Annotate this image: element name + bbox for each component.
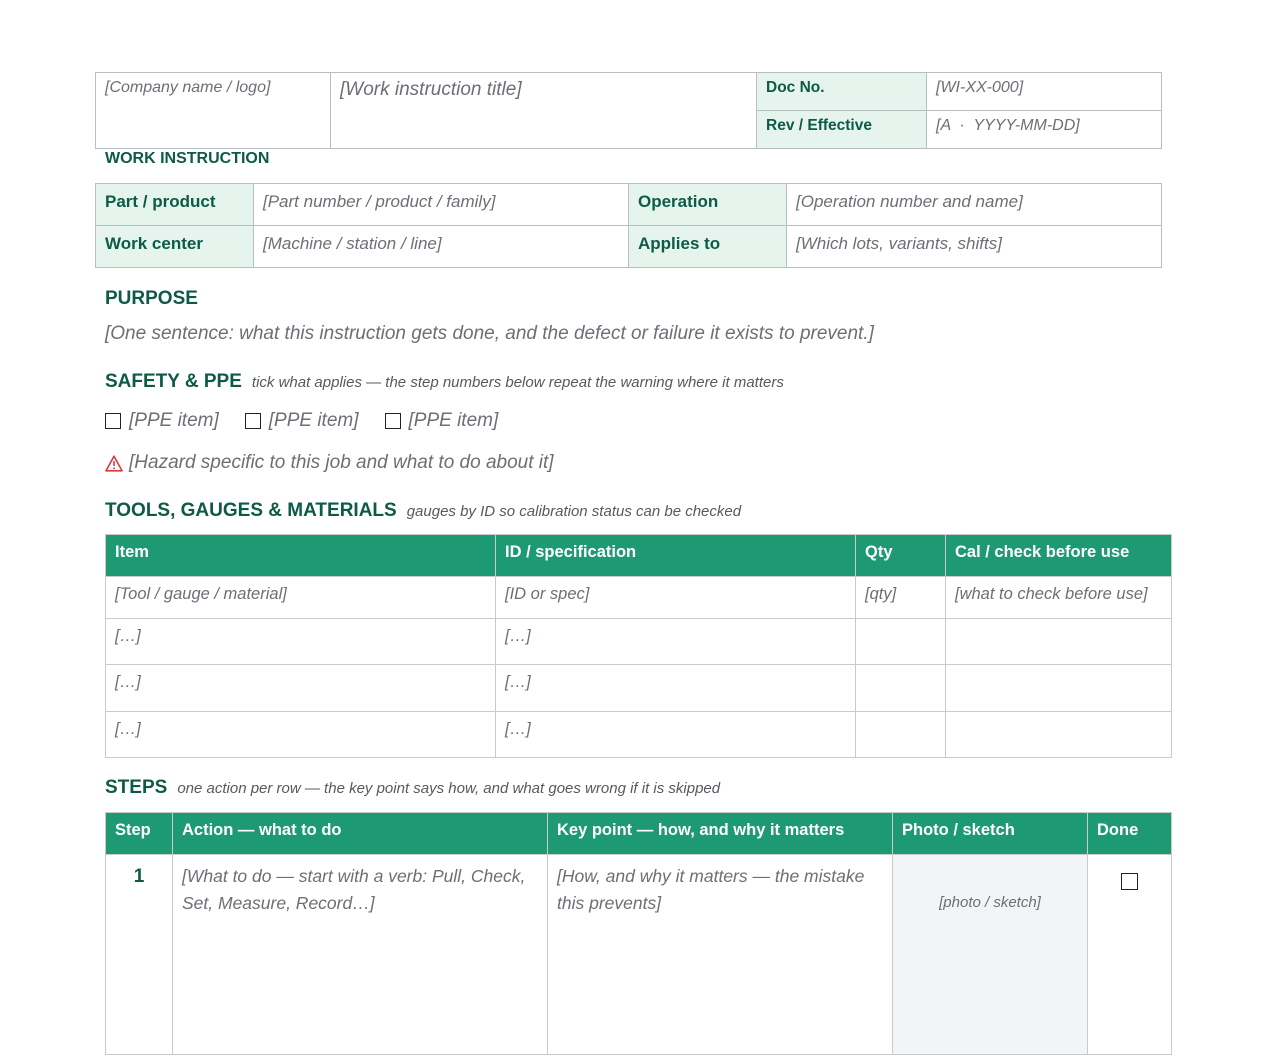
tool-cal-cell[interactable]: [what to check before use] <box>946 577 1172 619</box>
purpose-heading-text: PURPOSE <box>105 288 198 309</box>
revision-label: Rev / Effective <box>757 111 927 149</box>
operation-label: Operation <box>629 184 787 226</box>
steps-heading <box>105 777 720 799</box>
ppe-item-label: [PPE item] <box>408 410 499 431</box>
hazard-text[interactable]: [Hazard specific to this job and what to do about it] <box>129 452 554 473</box>
steps-col-key-point: Key point — how, and why it matters <box>548 813 893 855</box>
steps-col-photo: Photo / sketch <box>893 813 1088 855</box>
tool-cal-cell[interactable] <box>946 712 1172 758</box>
table-row <box>106 577 1172 619</box>
operation-field[interactable]: [Operation number and name] <box>787 184 1162 226</box>
table-row <box>106 665 1172 712</box>
document-header <box>95 72 1162 149</box>
tools-col-qty: Qty <box>856 535 946 577</box>
steps-col-step: Step <box>106 813 173 855</box>
ppe-item[interactable] <box>245 410 359 432</box>
document-type-label: WORK INSTRUCTION <box>105 150 270 167</box>
ppe-item-label: [PPE item] <box>268 410 359 431</box>
tool-cal-cell[interactable] <box>946 665 1172 712</box>
checkbox-icon[interactable] <box>1121 873 1138 890</box>
step-number: 1 <box>106 855 173 1055</box>
tools-heading-text: TOOLS, GAUGES & MATERIALS <box>105 500 397 521</box>
step-row <box>106 855 1172 1055</box>
work-center-field[interactable]: [Machine / station / line] <box>254 226 629 268</box>
revision-field[interactable]: [A · YYYY-MM-DD] <box>927 111 1162 149</box>
step-key-point-cell[interactable]: [How, and why it matters — the mistake this prevents] <box>548 855 893 1055</box>
company-logo-placeholder[interactable]: [Company name / logo] <box>96 73 331 149</box>
work-center-label: Work center <box>96 226 254 268</box>
table-row <box>106 619 1172 665</box>
steps-heading-text: STEPS <box>105 777 168 798</box>
tools-header-row <box>106 535 1172 577</box>
tool-item-cell[interactable]: […] <box>106 619 496 665</box>
ppe-item-label: [PPE item] <box>129 410 219 431</box>
step-done-cell <box>1088 855 1172 1055</box>
tools-table <box>105 534 1172 758</box>
tool-item-cell[interactable]: […] <box>106 712 496 758</box>
doc-no-label: Doc No. <box>757 73 927 111</box>
part-product-field[interactable]: [Part number / product / family] <box>254 184 629 226</box>
part-product-label: Part / product <box>96 184 254 226</box>
tools-note: gauges by ID so calibration status can be checked <box>406 503 742 520</box>
tools-col-id: ID / specification <box>496 535 856 577</box>
safety-heading <box>105 371 784 393</box>
ppe-item[interactable] <box>385 410 499 432</box>
tool-id-cell[interactable]: […] <box>496 665 856 712</box>
tool-item-cell[interactable]: [Tool / gauge / material] <box>106 577 496 619</box>
tool-qty-cell[interactable] <box>856 665 946 712</box>
part-info-table <box>95 183 1162 268</box>
steps-col-done: Done <box>1088 813 1172 855</box>
checkbox-icon[interactable] <box>245 413 261 429</box>
table-row <box>106 712 1172 758</box>
tools-col-item: Item <box>106 535 496 577</box>
purpose-heading <box>105 288 198 310</box>
steps-table <box>105 812 1172 1055</box>
checkbox-icon[interactable] <box>385 413 401 429</box>
purpose-text[interactable]: [One sentence: what this instruction gets done, and the defect or failure it exists to prevent.] <box>105 323 874 344</box>
checkbox-icon[interactable] <box>105 413 121 429</box>
tool-id-cell[interactable]: [ID or spec] <box>496 577 856 619</box>
applies-to-field[interactable]: [Which lots, variants, shifts] <box>787 226 1162 268</box>
tools-heading <box>105 500 741 522</box>
tool-id-cell[interactable]: […] <box>496 712 856 758</box>
doc-no-field[interactable]: [WI-XX-000] <box>927 73 1162 111</box>
applies-to-label: Applies to <box>629 226 787 268</box>
tool-qty-cell[interactable]: [qty] <box>856 577 946 619</box>
steps-col-action: Action — what to do <box>173 813 548 855</box>
tool-id-cell[interactable]: […] <box>496 619 856 665</box>
ppe-checklist <box>105 410 524 432</box>
tool-qty-cell[interactable] <box>856 712 946 758</box>
tool-cal-cell[interactable] <box>946 619 1172 665</box>
safety-note: tick what applies — the step numbers below repeat the warning where it matters <box>251 374 784 391</box>
tool-item-cell[interactable]: […] <box>106 665 496 712</box>
document-title[interactable]: [Work instruction title] <box>331 73 757 149</box>
ppe-item[interactable] <box>105 410 219 432</box>
warning-triangle-icon <box>105 455 123 472</box>
tools-col-cal: Cal / check before use <box>946 535 1172 577</box>
step-action-cell[interactable]: [What to do — start with a verb: Pull, Check, Set, Measure, Record…] <box>173 855 548 1055</box>
steps-header-row <box>106 813 1172 855</box>
step-photo-placeholder[interactable]: [photo / sketch] <box>893 855 1088 1055</box>
safety-heading-text: SAFETY & PPE <box>105 371 242 392</box>
tool-qty-cell[interactable] <box>856 619 946 665</box>
steps-note: one action per row — the key point says how, and what goes wrong if it is skipped <box>177 780 721 797</box>
hazard-line <box>105 452 554 474</box>
